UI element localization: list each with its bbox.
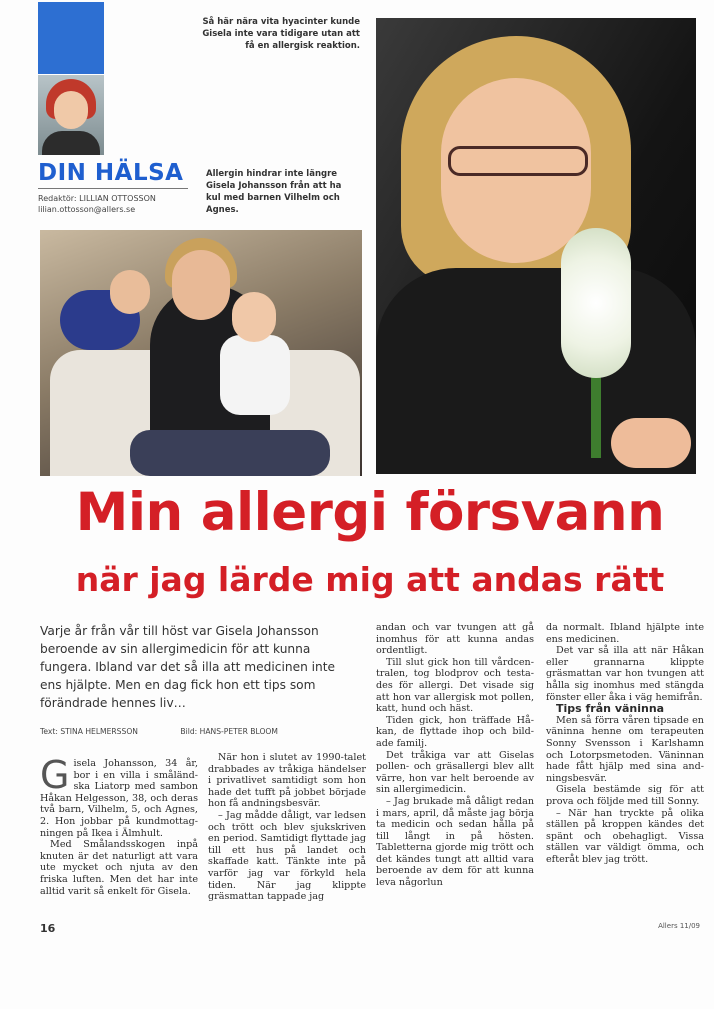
photo-credit: Bild: HANS-PETER BLOOM — [180, 727, 278, 736]
paragraph: Med Smålandsskogen inpå knuten är det naturligt att vara ute mycket och njuta av den friska luften. Men det har inte alltid varit så enkelt för Gisela. — [40, 839, 198, 897]
body-column-2 — [208, 752, 366, 903]
portrait-caption: Så här nära vita hyacinter kunde Gisela inte vara tidigare utan att få en allergisk reaktion. — [202, 17, 360, 51]
paragraph: När hon i slutet av 1990-talet drabbades av tråkiga händelser i privatlivet samtidigt som hon hade det tufft på jobbet började hon få andningsbesvär. — [208, 752, 366, 810]
editor-name: Redaktör: LILLIAN OTTOSSON — [38, 194, 156, 203]
paragraph: isela Johansson, 34 år, bor i en villa i småländska Liatorp med sambon Håkan Helgesson, 38, och deras två barn, Vilhelm, 5, och Agnes, 2. Hon jobbar på kundmottagningen på Ikea i Älmhult. — [40, 758, 198, 839]
paragraph: – Jag brukade må dåligt redan i mars, april, då måste jag börja ta medicin och sedan hålla på till långt in på hösten. Tabletterna gjorde mig trött och det kändes tungt att alltid vara beroende av dem för att kunna leva någorlun — [376, 795, 534, 889]
family-caption: Allergin hindrar inte längre Gisela Johansson från att ha kul med barnen Vilhelm och Agnes. — [206, 169, 342, 215]
paragraph: andan och var tvungen att gå inomhus för att kunna andas ordentligt. — [376, 622, 534, 657]
section-subtitle: Tips från väninna — [556, 702, 665, 716]
paragraph: Till slut gick hon till vårdcentralen, tog blodprov och testades för allergi. Det visade sig att hon var allergisk mot pollen, katt, hund och häst. — [376, 656, 534, 715]
byline — [40, 727, 360, 736]
family-photo — [40, 230, 362, 476]
article-intro: Varje år från vår till höst var Gisela Johansson beroende av sin allergimedicin för att kunna fungera. Ibland var det så illa att medicinen inte ens hjälpte. Men en dag fick hon ett tips som förändrade hennes liv… — [40, 624, 336, 710]
paragraph: – När han tryckte på olika ställen på kroppen kändes det spänt och obehagligt. Vissa ställen var väldigt ömma, och efteråt blev jag trött. — [546, 807, 704, 865]
paragraph: Det tråkiga var att Giselas pollen- och gräsallergi blev allt värre, hon var helt beroende av sin allergimedicin. — [376, 749, 534, 796]
drop-cap: G — [40, 753, 70, 797]
editor-email: lilian.ottosson@allers.se — [38, 205, 136, 214]
issue-label: Allers 11/09 — [658, 922, 700, 930]
text-credit: Text: STINA HELMERSSON — [40, 727, 138, 736]
editor-credit — [38, 193, 156, 215]
headline: Min allergi försvann — [75, 482, 665, 543]
paragraph: da normalt. Ibland hjälpte inte ens medicinen. — [546, 622, 704, 645]
section-divider — [38, 188, 188, 189]
paragraph: – Jag mådde dåligt, var ledsen och trött och blev sjukskriven en period. Samtidigt flyttade jag till ett hus på landet och skaffade katt. Tänkte inte på varför jag var förkyld hela tiden. När jag klippte gräsmattan tappade jag — [208, 809, 366, 903]
paragraph: Det var så illa att när Håkan eller grannarna klippte gräsmattan var hon tvungen att hålla sig inomhus med stängda fönster eller åka i väg hemifrån. — [546, 645, 704, 703]
subheadline: när jag lärde mig att andas rätt — [75, 560, 665, 599]
page-number: 16 — [40, 922, 56, 935]
body-column-4 — [546, 622, 704, 865]
section-color-block — [38, 2, 104, 74]
portrait-photo — [376, 18, 696, 474]
body-column-1 — [40, 753, 198, 897]
paragraph: Gisela bestämde sig för att prova och följde med till Sonny. — [546, 784, 704, 807]
paragraph: Men så förra våren tipsade en väninna henne om terapeuten Sonny Svensson i Karlshamn och Lotorpsmetoden. Väninnan hade fått hjälp med sina andningsbesvär. — [546, 714, 704, 784]
paragraph: Tiden gick, hon träffade Håkan, de flyttade ihop och bildade familj. — [376, 714, 534, 749]
section-title: DIN HÄLSA — [38, 160, 184, 186]
editor-photo — [38, 75, 104, 155]
body-column-3 — [376, 622, 534, 889]
